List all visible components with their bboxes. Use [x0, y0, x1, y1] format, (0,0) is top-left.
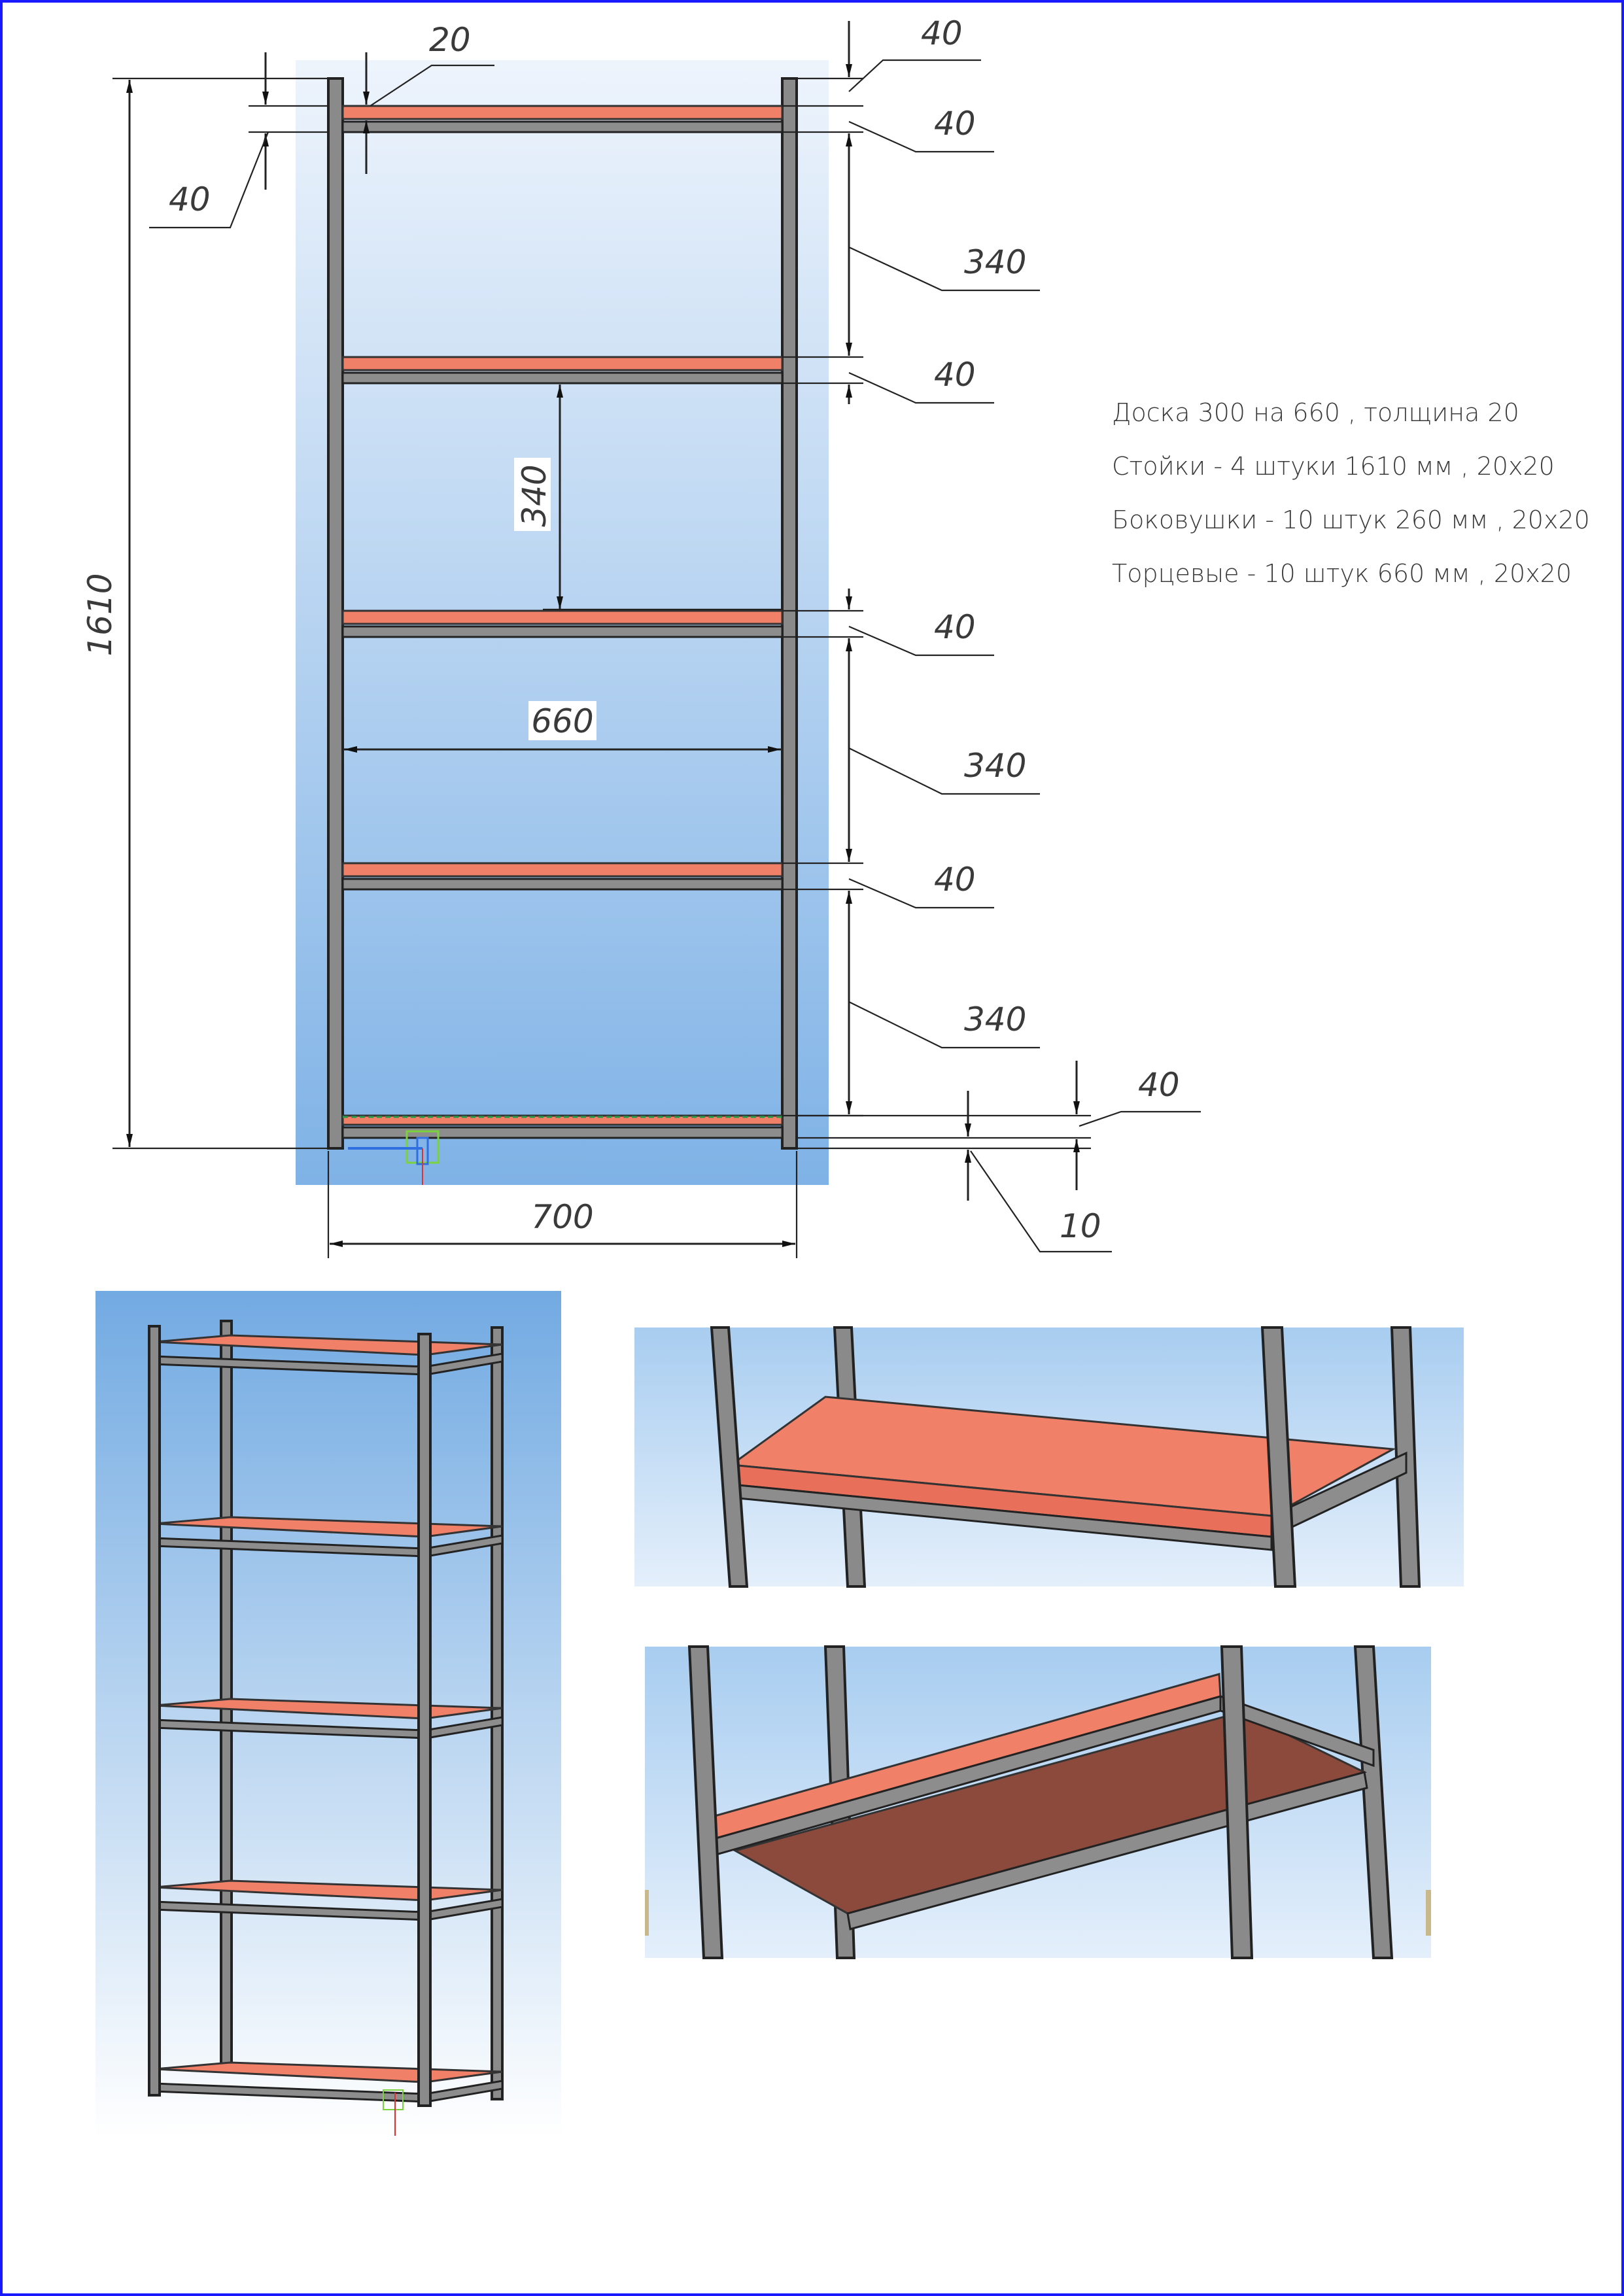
shelf-board — [343, 357, 782, 370]
dim-board-thickness: 20 — [429, 21, 471, 59]
dim-bottom-40: 40 — [1138, 1066, 1180, 1104]
dim-inner-340: 340 — [515, 464, 553, 527]
shelf-rail — [343, 1127, 782, 1138]
note-end-rails: Торцевые - 10 штук 660 мм , 20х20 — [1112, 559, 1572, 588]
spec-notes — [1112, 398, 1590, 588]
shelf-rail — [343, 122, 782, 132]
dim-total-height: 1610 — [81, 573, 119, 657]
shelf-board — [343, 1116, 782, 1125]
dim-total-width: 700 — [531, 1198, 594, 1236]
dim-right-40: 40 — [934, 356, 976, 394]
dim-bottom-10: 10 — [1060, 1207, 1101, 1245]
shelf-board — [343, 863, 782, 876]
dim-right-40: 40 — [934, 608, 976, 646]
dim-right-340: 340 — [964, 747, 1027, 785]
detail-view-bottom — [645, 1647, 1431, 1958]
dim-right-40: 40 — [934, 861, 976, 899]
dim-right-340: 340 — [964, 243, 1027, 281]
right-post — [782, 78, 797, 1148]
dim-right-40: 40 — [934, 105, 976, 143]
note-board: Доска 300 на 660 , толщина 20 — [1112, 398, 1519, 427]
shelf-rail — [343, 373, 782, 383]
dim-right-340: 340 — [964, 1001, 1027, 1038]
front-view — [81, 14, 1201, 1258]
shelf-rail — [343, 879, 782, 889]
isometric-view — [95, 1291, 561, 2138]
shelf-board — [343, 106, 782, 119]
dim-top-left-40: 40 — [169, 180, 211, 218]
note-posts: Стойки - 4 штуки 1610 мм , 20х20 — [1112, 452, 1555, 481]
shelf-board — [343, 611, 782, 624]
dim-right-40: 40 — [921, 14, 963, 52]
detail-view-top — [634, 1328, 1464, 1586]
note-side-rails: Боковушки - 10 штук 260 мм , 20х20 — [1112, 505, 1590, 534]
dim-inner-width: 660 — [531, 702, 594, 740]
shelf-rail — [343, 626, 782, 637]
left-post — [328, 78, 343, 1148]
